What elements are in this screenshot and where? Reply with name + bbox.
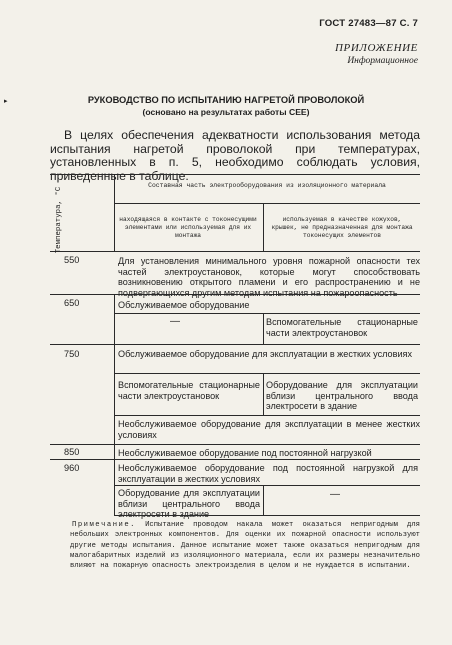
- table-rule: [114, 444, 115, 459]
- table-rule: [50, 174, 420, 175]
- margin-mark: ▸: [4, 97, 8, 105]
- note-label: Примечание.: [72, 521, 136, 529]
- contact-parts-header: находящаяся в контакте с токонесущими элементами или используемая для их монтажа: [119, 216, 257, 239]
- appendix-type: Информационное: [347, 56, 418, 66]
- temperature-750: 750: [64, 349, 80, 359]
- document-title: [0, 94, 452, 118]
- row-750-span: Обслуживаемое оборудование для эксплуатации в жестких условиях: [118, 349, 413, 359]
- row-750-span2: Необслуживаемое оборудование для эксплуатации в менее жестких условиях: [118, 419, 420, 440]
- temperature-850: 850: [64, 447, 80, 457]
- table-rule: [114, 515, 420, 516]
- note-text: Испытание проводом накала может оказаться непригодным для небольших электронных компонентов. Для оценки их пожарной опасности используют другие методы испытания. Данное испытание может также оказаться непригодным для малогабаритных изделий из изоляционного материала, если их размеры незначительно влияют на пожарную опасность электроизделия в целом и не нуждается в испытании.: [70, 521, 420, 571]
- footnote: [70, 520, 420, 571]
- table-rule: [50, 294, 420, 295]
- table-rule: [114, 344, 115, 444]
- other-parts-header: используемая в качестве кожухов, крышек, не предназначенная для монтажа токонесущих элементов: [271, 216, 413, 239]
- row-850-span: Необслуживаемое оборудование под постоянной нагрузкой: [118, 448, 372, 458]
- temperature-650: 650: [64, 298, 80, 308]
- row-750-right: Оборудование для эксплуатации вблизи центрального ввода электросети в здание: [266, 380, 418, 412]
- row-960-left: Оборудование для эксплуатации вблизи центрального ввода электросети в здание: [118, 488, 260, 520]
- table-rule: [263, 373, 264, 415]
- table-rule: [50, 251, 420, 252]
- row-960-span: Необслуживаемое оборудование под постоянной нагрузкой для эксплуатации в жестких условиях: [118, 463, 418, 484]
- temperature-550: 550: [64, 255, 80, 265]
- title-sub: (основано на результатах работы СЕЕ): [142, 107, 310, 117]
- row-650-right: Вспомогательные стационарные части электроустановок: [266, 317, 418, 338]
- temperature-header: Температура, °C: [55, 186, 63, 254]
- table-rule: [114, 373, 420, 374]
- appendix-title: ПРИЛОЖЕНИЕ: [335, 42, 418, 54]
- table-rule: [114, 313, 420, 314]
- table-rule: [50, 444, 420, 445]
- component-group-header: Составная часть электрооборудования из изоляционного материала: [148, 182, 386, 189]
- table-rule: [50, 344, 420, 345]
- table-rule: [50, 459, 420, 460]
- standard-number: ГОСТ 27483—87 С. 7: [319, 18, 418, 29]
- table-rule: [114, 485, 420, 486]
- row-960-right: —: [330, 489, 340, 500]
- table-rule: [114, 294, 115, 344]
- table-rule: [263, 485, 264, 515]
- table-rule: [114, 415, 420, 416]
- table-rule: [263, 203, 264, 251]
- table-rule: [263, 313, 264, 344]
- temperature-960: 960: [64, 463, 80, 473]
- table-rule: [114, 203, 420, 204]
- appendix-label: [335, 42, 418, 68]
- row-550-text: Для установления минимального уровня пожарной опасности тех частей электроустановок, которые могут способствовать возникновению открытого пламени и его распространению и не подвергающихся другим методам испытания на пожароопасность: [118, 256, 420, 298]
- title-main: РУКОВОДСТВО ПО ИСПЫТАНИЮ НАГРЕТОЙ ПРОВОЛОКОЙ: [87, 95, 365, 105]
- row-650-left: —: [170, 316, 180, 327]
- intro-text: В целях обеспечения адекватности использования метода испытания нагретой проволокой при температурах, установленных в п. 5, необходимо соблюдать условия, приведенные в таблице.: [50, 128, 420, 183]
- row-750-left: Вспомогательные стационарные части электроустановок: [118, 380, 260, 401]
- row-650-span: Обслуживаемое оборудование: [118, 300, 250, 310]
- table-rule: [114, 459, 115, 515]
